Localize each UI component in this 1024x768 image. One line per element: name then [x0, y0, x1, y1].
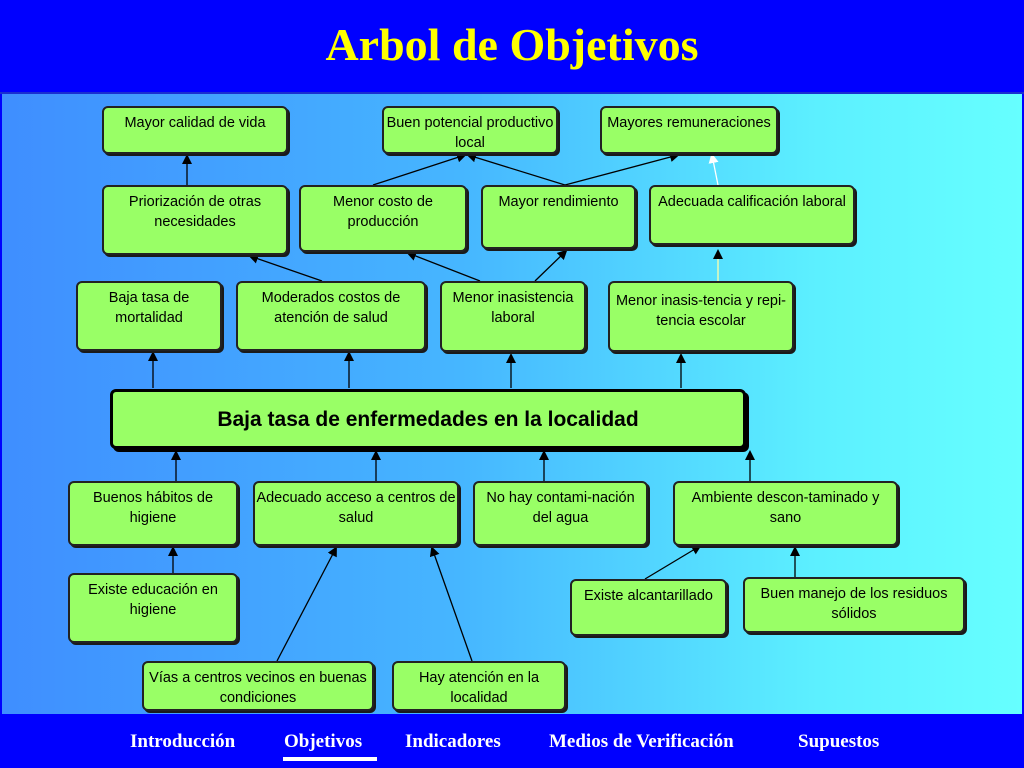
- arrow: [645, 546, 700, 579]
- arrow: [565, 155, 678, 185]
- nav-objetivos[interactable]: Objetivos: [284, 731, 363, 752]
- arrow: [712, 155, 718, 185]
- box-ambiente: Ambiente descon-taminado y sano: [673, 481, 898, 546]
- arrow: [432, 548, 472, 661]
- box-no-contaminacion: No hay contami-nación del agua: [473, 481, 648, 546]
- box-menor-inasistencia: Menor inasistencia laboral: [440, 281, 586, 352]
- box-moderados-costos: Moderados costos de atención de salud: [236, 281, 426, 351]
- box-atencion: Hay atención en la localidad: [392, 661, 566, 711]
- box-mayores-remuneraciones: Mayores remuneraciones: [600, 106, 778, 154]
- box-residuos: Buen manejo de los residuos sólidos: [743, 577, 965, 633]
- nav-medios-verificacion[interactable]: Medios de Verificación: [549, 731, 734, 752]
- arrow: [277, 548, 336, 661]
- arrow: [250, 256, 322, 281]
- arrow: [468, 155, 565, 185]
- box-alcantarillado: Existe alcantarillado: [570, 579, 727, 636]
- page-title: Arbol de Objetivos: [325, 19, 699, 70]
- box-vias: Vías a centros vecinos en buenas condiciones: [142, 661, 374, 711]
- box-adecuada-calificacion: Adecuada calificación laboral: [649, 185, 855, 245]
- box-educacion-higiene: Existe educación en higiene: [68, 573, 238, 643]
- arrow: [373, 155, 465, 185]
- arrow: [408, 253, 480, 281]
- nav-introduccion[interactable]: Introducción: [130, 731, 236, 752]
- central-objective: Baja tasa de enfermedades en la localidad: [110, 389, 746, 449]
- box-buen-potencial: Buen potencial productivo local: [382, 106, 558, 154]
- nav-indicadores[interactable]: Indicadores: [405, 731, 501, 752]
- box-adecuado-acceso: Adecuado acceso a centros de salud: [253, 481, 459, 546]
- box-baja-mortalidad: Baja tasa de mortalidad: [76, 281, 222, 351]
- box-mayor-calidad: Mayor calidad de vida: [102, 106, 288, 154]
- box-priorizacion: Priorización de otras necesidades: [102, 185, 288, 255]
- box-buenos-habitos: Buenos hábitos de higiene: [68, 481, 238, 546]
- box-menor-inasistencia-escolar: Menor inasis-tencia y repi-tencia escolar: [608, 281, 794, 352]
- arrow: [535, 251, 566, 281]
- box-menor-costo: Menor costo de producción: [299, 185, 467, 252]
- nav-active-indicator: [283, 757, 377, 761]
- nav-supuestos[interactable]: Supuestos: [798, 731, 880, 752]
- box-mayor-rendimiento: Mayor rendimiento: [481, 185, 636, 249]
